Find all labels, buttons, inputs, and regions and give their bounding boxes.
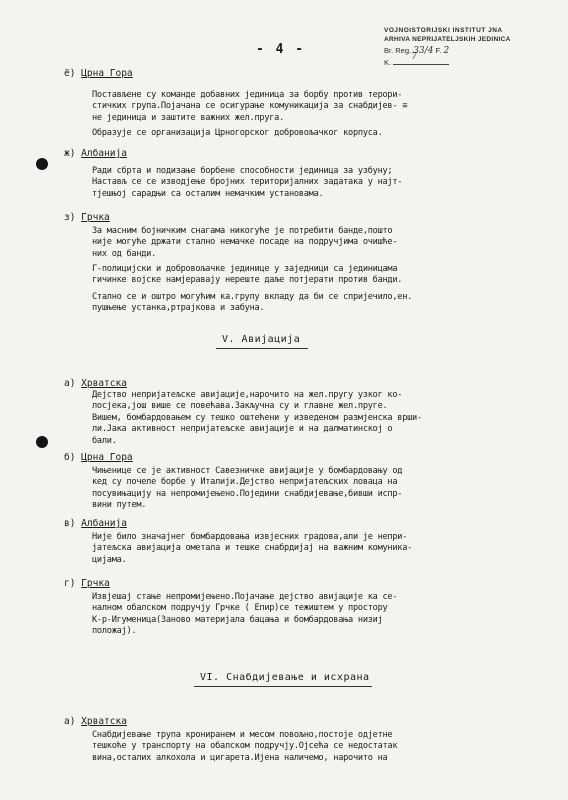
text-line: Вишем, бомбардовањем су тешко оштећени у изведеном размјенска врши- — [92, 412, 422, 423]
item-heading — [64, 378, 127, 390]
text-line: вина,осталих алкохола и цигарета.Ијена наличемо, нарочито на — [92, 752, 388, 763]
item-title: Црна Гора — [81, 68, 133, 79]
section-heading: V. Авијација — [222, 334, 301, 345]
text-line: Извјешај стање непромијењено.Појачање дејство авијације ка се- — [92, 592, 398, 602]
text-line: гичинке војске намјеравају нереште даље потјерати против банди. — [92, 275, 403, 286]
item-heading — [64, 212, 110, 224]
text-line: Дејство непријатељске авијације,нарочито на жел.пругу узког ко- — [92, 390, 403, 400]
text-line: ли.Јака активност непријатељске авијације и на далматинској о — [92, 424, 393, 435]
stamp-f-value: 2 — [443, 46, 450, 56]
item-title: Црна Гора — [81, 452, 133, 463]
item-title: Грчка — [81, 578, 110, 589]
stamp-k-label: K. — [384, 58, 392, 67]
text-line: кед су почеле борбе у Италији.Дејство непријатељских ловаца на — [92, 477, 398, 488]
archive-stamp — [384, 26, 511, 76]
item-letter: з) — [64, 212, 82, 223]
page-number: - 4 - — [256, 42, 306, 57]
item-title: Хрватска — [81, 378, 127, 389]
text-line: Настављ се се изводјење бројних територијалних задатака у најт- — [92, 177, 403, 188]
text-line: них од банди. — [92, 248, 157, 259]
stamp-reg-value: 33/4 — [413, 46, 434, 56]
stamp-reg-label: Br. Reg. — [384, 46, 412, 55]
text-line: цијама. — [92, 554, 127, 565]
text-line: положај). — [92, 626, 137, 637]
item-title: Албанија — [81, 518, 127, 529]
stamp-box-value: 7 — [411, 52, 418, 62]
stamp-f-label: F. — [435, 46, 442, 55]
punch-hole-bottom — [36, 436, 48, 448]
paragraph — [92, 390, 422, 447]
paragraph — [92, 532, 412, 566]
item-heading — [64, 148, 127, 160]
text-line: Ради сбрта и подизање борбене способности јединица за узбуну; — [92, 166, 393, 176]
punch-hole-top — [36, 158, 48, 170]
text-line: бали. — [92, 435, 117, 446]
paragraph — [92, 128, 383, 139]
text-line: пушњење устанка,ртрајкова и забуна. — [92, 303, 265, 314]
item-title: Хрватска — [81, 716, 127, 727]
paragraph — [92, 264, 402, 287]
item-letter: а) — [64, 378, 82, 389]
stamp-k-rule — [393, 58, 449, 65]
text-line: Чињенице се је активност Савезничке авијације у бомбардовању од — [92, 466, 403, 476]
paragraph — [92, 292, 412, 315]
text-line: Г-полицијски и добровољачке јединице у заједници са јединицама — [92, 264, 398, 274]
paragraph — [92, 730, 397, 764]
stamp-k-row — [384, 52, 508, 68]
item-heading — [64, 578, 110, 590]
text-line: јатељска авијација ометала и тешке снабрдијај на важним комуника- — [92, 543, 413, 554]
section-underline — [194, 686, 372, 687]
paragraph — [92, 592, 397, 638]
item-heading — [64, 716, 127, 728]
item-letter: в) — [64, 518, 82, 529]
text-line: посувињацију на непромијењено.Поједини снабдијевање,бивши испр- — [92, 488, 403, 499]
stamp-archive: ARHIVA NEPRIJATELJSKIH JEDINICA — [384, 36, 511, 43]
section-underline — [216, 348, 308, 349]
text-line: није могуће држати стално немачке посаде на подручјима очишће- — [92, 237, 398, 248]
text-line: лосјека,још више се повећава.Закључна су и главне жел.пруге. — [92, 401, 388, 412]
paragraph — [92, 90, 407, 124]
item-title: Грчка — [81, 212, 110, 223]
item-letter: ж) — [64, 148, 82, 159]
text-line: Постављене су команде добавних јединица за борбу против терори- — [92, 90, 403, 100]
text-line: Образује се организација Црногорског добровољачког корпуса. — [92, 128, 383, 138]
text-line: тешкоће у транспорту на обалском подручју.Ојсећа се недостатак — [92, 741, 398, 752]
item-letter: г) — [64, 578, 82, 589]
text-line: Није било значајнег бомбардовања извјесних градова,али је непри- — [92, 532, 408, 542]
item-heading — [64, 68, 133, 80]
paragraph — [92, 226, 397, 260]
text-line: вини путем. — [92, 500, 147, 511]
text-line: Снабдијевање трупа крониранем и месом повољно,постоје одјетне — [92, 730, 393, 740]
item-letter: б) — [64, 452, 82, 463]
item-title: Албанија — [81, 148, 127, 159]
item-letter: а) — [64, 716, 82, 727]
stamp-reg-row — [384, 46, 508, 56]
paragraph — [92, 466, 402, 512]
item-letter: ё) — [64, 68, 82, 79]
text-line: Стално се и оштро могућим ка.групу вкладу да би се спријечило,ен. — [92, 292, 413, 302]
text-line: За масним бојничким снагама никогуће је потребити банде,пошто — [92, 226, 393, 236]
text-line: тјешњој сарадњи са осталим немачким установама. — [92, 188, 324, 199]
text-line: налном обалском подручју Грчке ( Епир)се тежиштем у простору — [92, 603, 388, 614]
text-line: стичких група.Појачана се осигурање комуникација за снабдијев- ≡ — [92, 101, 408, 112]
item-heading — [64, 518, 127, 530]
section-heading: VI. Снабдијевање и исхрана — [200, 672, 370, 683]
text-line: не јединица и заштите важних жел.пруга. — [92, 112, 285, 123]
stamp-institute: VOJNOISTORIJSKI INSTITUT JNA — [384, 27, 503, 34]
paragraph — [92, 166, 402, 200]
text-line: К-р-Игуменица(Заново материјала бацања и бомбардовања низиј — [92, 614, 383, 625]
item-heading — [64, 452, 133, 464]
